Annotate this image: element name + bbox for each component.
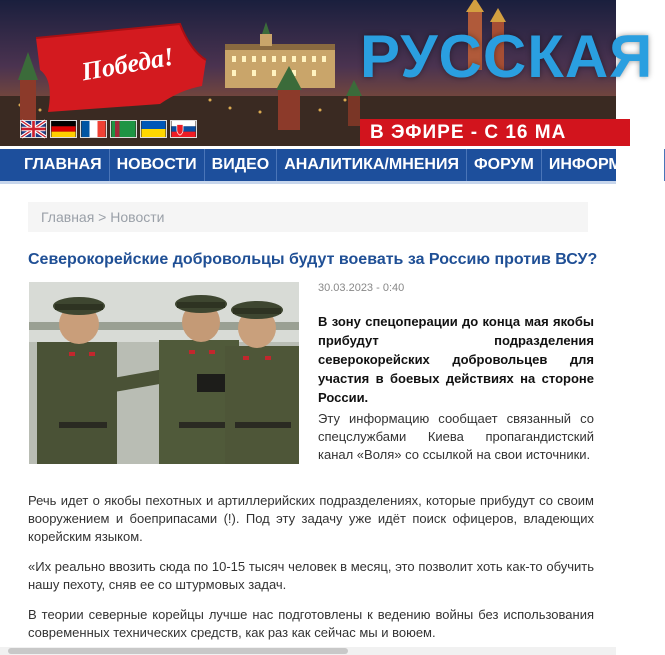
language-flags — [20, 120, 197, 138]
breadcrumb-home-link[interactable]: Главная — [41, 209, 95, 225]
article-date: 30.03.2023 - 0:40 — [318, 282, 405, 294]
nav-item-forum[interactable]: ФОРУМ — [467, 149, 542, 181]
article-title: Северокорейские добровольцы будут воевать за Россию против ВСУ? — [28, 251, 598, 268]
france-flag-icon[interactable] — [80, 120, 107, 138]
header-banner — [0, 0, 654, 148]
breadcrumb — [28, 202, 588, 232]
germany-flag-icon[interactable] — [50, 120, 77, 138]
article-paragraph-2: Речь идет о якобы пехотных и артиллерийских подразделениях, которые прибудут со своим вооружением и боеприпасами (!). Под эту задачу уже идёт поиск офицеров, владеющих корейским языком. — [28, 493, 594, 544]
uk-flag-icon[interactable] — [20, 120, 47, 138]
article-lead: В зону спецоперации до конца мая якобы прибудут подразделения северокорейских добровольцев для участия в боевых действиях на стороне России. — [318, 314, 594, 405]
nav-item-infowar[interactable]: ИНФОРМВОЙ — [542, 149, 665, 181]
svg-text:Победа!: Победа! — [79, 41, 177, 87]
nav-item-analytics[interactable]: АНАЛИТИКА/МНЕНИЯ — [277, 149, 467, 181]
horizontal-scrollbar[interactable] — [0, 647, 616, 655]
turkmenistan-flag-icon[interactable] — [110, 120, 137, 138]
main-nav — [0, 146, 657, 184]
slovakia-flag-icon[interactable] — [170, 120, 197, 138]
article-paragraph-1: Эту информацию сообщает связанный со спецслужбами Киева пропагандистский канал «Воля» со ссылкой на свои источники. — [318, 411, 594, 462]
article-paragraph-3: «Их реально ввозить сюда по 10-15 тысяч человек в месяц, это позволит хоть как-то обучить нашу пехоту, сняв ее со штурмовых задач. — [28, 559, 594, 592]
nav-item-news[interactable]: НОВОСТИ — [110, 149, 205, 181]
article-photo — [29, 282, 299, 464]
breadcrumb-separator: > — [94, 209, 111, 225]
channel-title: РУССКАЯ — [360, 23, 654, 90]
nav-item-home[interactable]: ГЛАВНАЯ — [0, 149, 110, 181]
scrollbar-thumb[interactable] — [8, 648, 348, 654]
nav-item-video[interactable]: ВИДЕО — [205, 149, 278, 181]
breadcrumb-news-link[interactable]: Новости — [110, 209, 165, 225]
article-paragraph-4: В теории северные корейцы лучше нас подготовлены к ведению войны без использования современных технических средств, как раз как сейчас мы и воюем. — [28, 607, 594, 640]
on-air-banner: В ЭФИРЕ - С 16 МА — [360, 119, 630, 146]
ukraine-flag-icon[interactable] — [140, 120, 167, 138]
pobeda-flag-logo[interactable] — [30, 20, 210, 115]
